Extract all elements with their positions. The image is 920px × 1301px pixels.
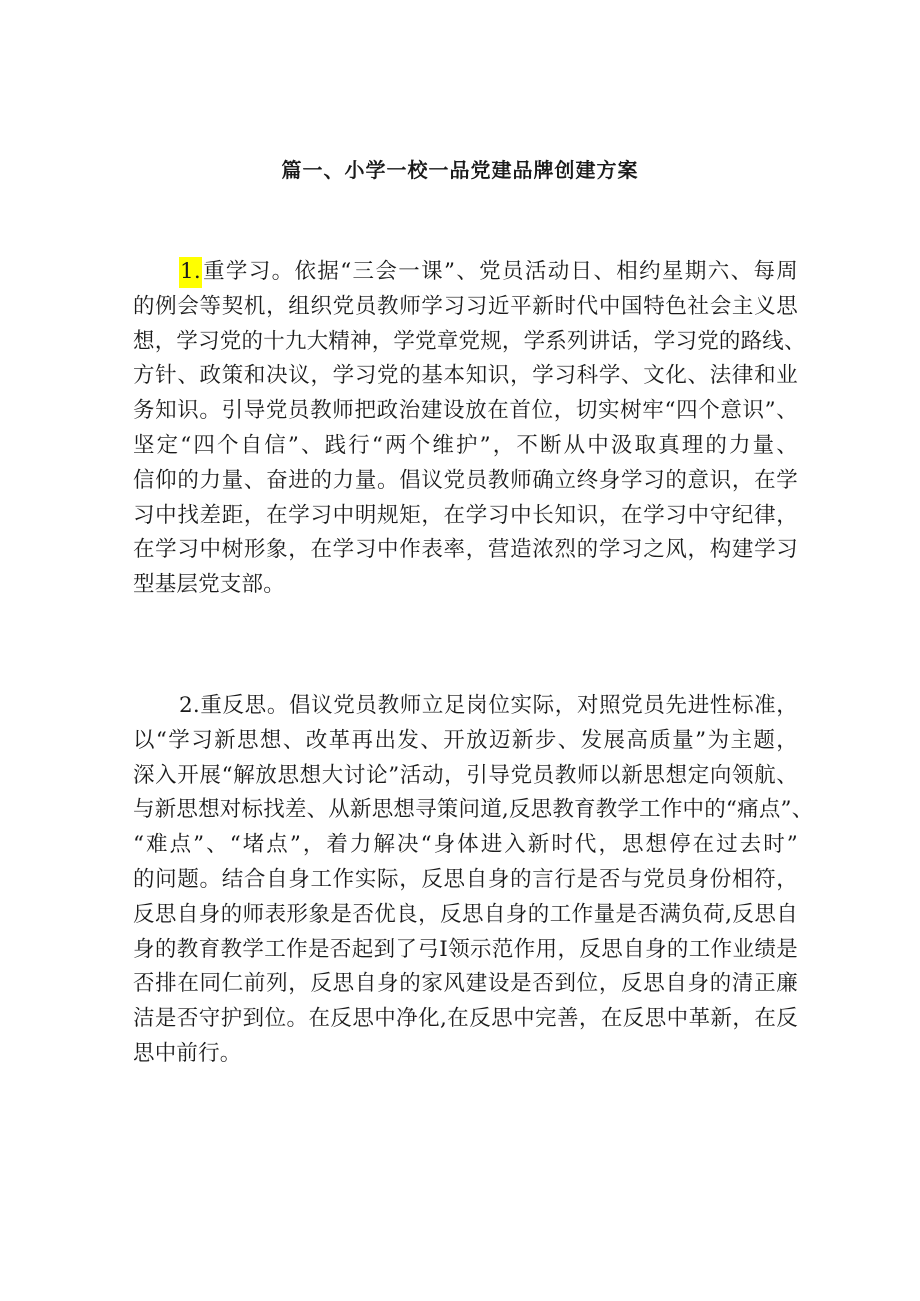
paragraph-line: 习中找差距，在学习中明规矩，在学习中长知识，在学习中守纪律， [133,502,798,528]
paragraph-line: 的例会等契机，组织党员教师学习习近平新时代中国特色社会主义思 [133,293,798,319]
paragraph-line: 深入开展“解放思想大讨论”活动，引导党员教师以新思想定向领航、 [133,762,798,788]
paragraph-line: 身的教育教学工作是否起到了弓I领示范作用，反思自身的工作业绩是 [133,936,798,962]
highlighted-number: 1. [179,257,202,288]
paragraph-1 [133,255,806,603]
paragraph-2 [133,689,814,1072]
line-text: .重反思。倡议党员教师立足岗位实际，对照党员先进性标准， [192,693,798,718]
paragraph-line [133,255,798,290]
paragraph-line: 型基层党支部。 [133,572,285,598]
line-text: 重学习。依据“三会一课”、党员活动日、相约星期六、每周 [201,259,798,284]
paragraph-line: 务知识。引导党员教师把政治建设放在首位，切实树牢“四个意识”、 [133,398,798,424]
paragraph-line: 否排在同仁前列，反思自身的家风建设是否到位，反思自身的清正廉 [133,971,798,997]
paragraph-line: “难点”、“堵点”，着力解决“身体进入新时代，思想停在过去时” [133,832,798,858]
paragraph-line: 以“学习新思想、改革再出发、开放迈新步、发展高质量”为主题， [133,727,798,753]
paragraph-line: 的问题。结合自身工作实际，反思自身的言行是否与党员身份相符， [133,866,798,892]
paragraph-line: 坚定“四个自信”、践行“两个维护”，不断从中汲取真理的力量、 [133,432,798,458]
paragraph-line: 思中前行。 [133,1040,242,1066]
document-title: 篇一、小学一校一品党建品牌创建方案 [281,158,639,182]
paragraph-number: 2 [179,693,193,718]
paragraph-line [133,689,798,724]
paragraph-line: 反思自身的师表形象是否优良，反思自身的工作量是否满负荷,反思自 [133,901,798,927]
paragraph-line: 在学习中树形象，在学习中作表率，营造浓烈的学习之风，构建学习 [133,537,798,563]
paragraph-line: 想，学习党的十九大精神，学党章党规，学系列讲话，学习党的路线、 [133,328,806,354]
paragraph-line: 洁是否守护到位。在反思中净化,在反思中完善，在反思中革新，在反 [133,1006,798,1032]
paragraph-line: 方针、政策和决议，学习党的基本知识，学习科学、文化、法律和业 [133,363,798,389]
paragraph-line: 与新思想对标找差、从新思想寻策问道,反思教育教学工作中的“痛点”、 [133,797,814,823]
paragraph-line: 信仰的力量、奋进的力量。倡议党员教师确立终身学习的意识，在学 [133,467,798,493]
